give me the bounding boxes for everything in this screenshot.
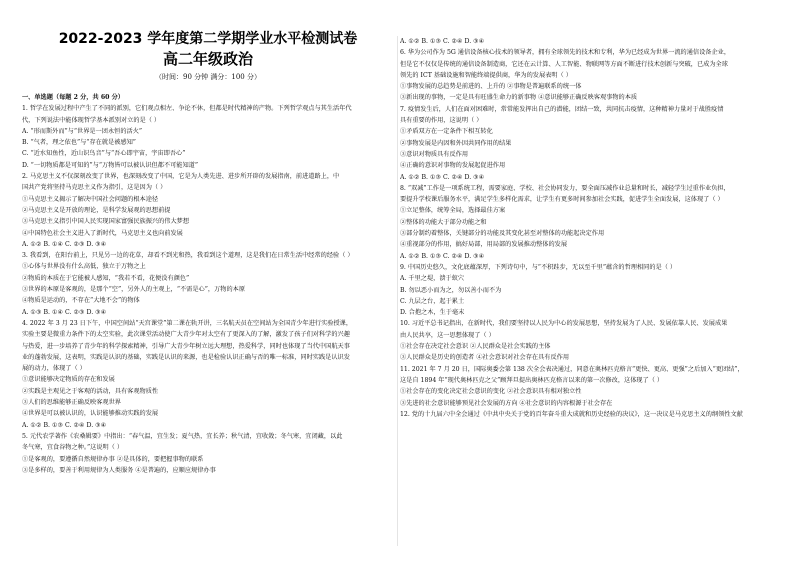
text-line: ③新出现的事物，一定是具有旺盛生命力的新事物 ④意识能够正确反映客观事物的本质 (400, 94, 638, 102)
text-line: ③部分制约着整体，关键部分的功能及其变化甚至对整体的功能起决定作用 (400, 230, 605, 238)
text-line: 4. 2022 年 3 月 23 日下午，中国空间站“天宫课堂”第二课在轨开讲，三名航天员在空间站为全国青少年进行实验授课， (22, 319, 353, 327)
text-line: A. ①② B. ①③ C. ②④ D. ③④ (400, 252, 485, 260)
text-line: 代，下列说法中能体现哲学基本派别对立的是（ ） (22, 116, 161, 124)
text-line: 9. 中国历史悠久，文化底蕴深厚，下列诗句中，与“不积跬步，无以至千里”蕴含的哲理相同的是（ ） (400, 263, 677, 271)
text-line: 11. 2021 年 7 月 20 日，国际奥委会第 138 次全会表决通过，同意在奥林匹克格言“更快、更高、更强”之后加入“更团结”， (400, 365, 744, 373)
text-line: C. 九层之台，起于累土 (400, 297, 465, 305)
text-line: ②事物发展是内因和外因共同作用的结果 (400, 139, 512, 147)
left-column-lines (22, 92, 394, 476)
text-line: A. 千里之堤，溃于蚁穴 (400, 275, 465, 283)
text-line: B. “气者，理之依也”与“存在就是被感知” (22, 139, 136, 147)
text-line: 12. 党的十九届六中全会通过《中共中央关于党的百年奋斗重大成就和历史经验的决议》，这一决议是马克思主义的纲领性文献 (400, 410, 743, 418)
text-line: 10. 习近平总书记指出，在新时代，我们要坚持以人民为中心的发展思想，坚持发展为了人民、发展依靠人民、发展成果 (400, 320, 728, 328)
text-line: 但是它不仅仅是传统的通信设备制造商，它还在云计算、人工智能、物联网等方面不断进行技术创新与突破，已成为全球 (400, 60, 728, 68)
text-line: ②实践是主观见之于客观的活动，具有客观物质性 (22, 387, 159, 395)
text-line: ④重视部分的作用，搞好局部，用局部的发展推动整体的发展 (400, 241, 568, 249)
text-line: 要提升学校课后服务水平，满足学生多样化需求，让学生有更多时间参加社会实践，促进学生全面发展，这体现了（ ） (400, 196, 724, 204)
text-line: ①马克思主义揭示了解决中国社会问题的根本途径 (22, 195, 159, 203)
text-line: 具有重要的作用，这说明（ ） (400, 117, 483, 125)
text-line: ④正确的意识对事物的发展起促进作用 (400, 162, 506, 170)
text-line: ①事物发展的总趋势是前进的、上升的 ②事物是普遍联系的统一体 (400, 83, 582, 91)
text-line: ③是多样的，要善于利用规律为人类服务 ④是普遍的，应顺应规律办事 (22, 466, 216, 474)
text-line: 2. 马克思主义不仅深刻改变了世界，也深刻改变了中国，它是为人类先进、进步所开辟的发展指南，前进道路上，中 (22, 173, 340, 181)
text-line: D. 合抱之木，生于毫末 (400, 309, 465, 317)
text-line: 由人民共享，这一思想体现了（ ） (400, 331, 495, 339)
text-line: C. “近水知鱼性，近山识鸟音”与“吾心即宇宙，宇宙即吾心” (22, 150, 186, 158)
text-line: A. ①② B. ①④ C. ②③ D. ③④ (22, 240, 107, 248)
text-line: ③人们的思维能够正确反映客观世界 (22, 399, 121, 407)
text-line: ③人民群众是历史的创造者 ④社会意识对社会存在具有反作用 (400, 354, 570, 362)
text-line: ③马克思主义指引中国人民实现国家富强民族振兴的伟大梦想 (22, 218, 190, 226)
text-line: ②马克思主义是开放的理论，是科学发展观的思想前提 (22, 206, 171, 214)
exam-subtitle: 高二年级政治 (162, 50, 253, 68)
text-line: ③世界的本原是客观的，是那个“空”，另外人的主观上，“不需是心”，万物的本原 (22, 286, 246, 294)
text-line: 展的动力，体现了（ ） (22, 365, 86, 373)
text-line: 业的蓬勃发展，这表明，实践是认识的基础，实践是认识的来源，也是检验认识正确与否的唯一标准，同时实践是认识发 (22, 353, 350, 361)
text-line: A. ①③ B. ①④ C. ②③ D. ③④ (22, 308, 107, 316)
text-line: 与热爱，进一步培养了青少年的科学探索精神，引导广大青少年树立远大理想，热爱科学，同时也体现了当代中国航天事 (22, 342, 350, 350)
text-line: 这是自 1894 年“现代奥林匹克之父”顾拜旦提出奥林匹克格言以来的第一次修改，这体现了（ ） (400, 376, 664, 384)
text-line: ④物质是运动的，不存在“大地不会”的物体 (22, 297, 140, 305)
text-line: 8. “双减”工作是一项系统工程，需要家庭、学校、社会协同发力，要全面压减作业总量和时长，减轻学生过重作业负担， (400, 184, 730, 192)
text-line: 5. 元代农学著作《农桑辑要》中指出：“春气温，宜生发；夏气热，宜长养；秋气清，宜收敛；冬气寒，宜闭藏，以此 (22, 432, 343, 440)
text-line: B. 勿以恶小而为之，勿以善小而不为 (400, 286, 502, 294)
text-line: ④世界是可以被认识的，认识能够推动实践的发展 (22, 410, 159, 418)
text-line: ①意识能够决定物质的存在和发展 (22, 376, 115, 384)
text-line: ①立足整体，统筹全局，选择最佳方案 (400, 207, 506, 215)
text-line: ①矛盾双方在一定条件下相互转化 (400, 128, 493, 136)
column-divider (397, 36, 398, 546)
text-line: A. ①② B. ①③ C. ②④ D. ③④ (400, 38, 485, 45)
text-line: 7. 疫情发生后，人们在面对困难时，常常能发挥出自己的潜能，团结一致，共同抗击疫情，这种精神力量对于战胜疫情 (400, 105, 724, 113)
text-line: ③意识对物质具有反作用 (400, 150, 469, 158)
text-line: ①心体与世界没有什么高低，独立于万物之上 (22, 263, 146, 271)
exam-meta: （时间：90 分钟 满分：100 分） (155, 73, 261, 81)
text-line: ②整体的功能大于部分功能之和 (400, 218, 487, 226)
text-line: 实验主要是微重力条件下的太空实验，此次课堂活动使广大青少年对太空有了更深入的了解，激发了孩子们对科学的兴趣 (22, 331, 350, 339)
text-line: 3. 我看到，在阳台前上，只见另一边的花草，却看不到光和热，我看到这个道理，这是我们在日常生活中经常的经验（ ） (22, 252, 354, 260)
text-line: ①社会存在的变化决定社会意识的变化 ②社会意识具有相对独立性 (400, 388, 582, 396)
text-line: 国共产党将坚持马克思主义作为指引，这是因为（ ） (22, 184, 167, 192)
text-line: ③先进的社会意识能够预见社会发展的方向 ④社会意识的内容根源于社会存在 (400, 399, 613, 407)
text-line: 领先的 ICT 基础设施和智能终端提供商，华为的发展表明（ ） (400, 71, 572, 79)
text-line: ①是客观的，要遵循自然规律办事 ②是具体的，要把握事物的联系 (22, 455, 204, 463)
text-line: 冬气寒，宜食谷物之种。”这说明（ ） (22, 444, 124, 452)
text-line: 6. 华为公司作为 5G 通信设备核心技术的领导者，拥有全球领先的技术和专利，华为已经成为世界一流的通信设备企业， (400, 49, 731, 57)
right-column-lines (400, 36, 772, 420)
text-line: A. “形而斯外而”与“世界是一团永恒的活火” (22, 127, 143, 135)
exam-title: 2022-2023 学年度第二学期学业水平检测试卷 (58, 31, 358, 47)
text-line: ④中国特色社会主义进入了新时代，马克思主义也向前发展 (22, 229, 183, 237)
text-line: 1. 哲学在发展过程中产生了不同的派别，它们观点相左、争论不休，但都是时代精神的产物。下列哲学观点与其生活年代 (22, 105, 352, 113)
text-line: D. “一切物质都是可知的”与“万物皆可以被认识但都不可能知道” (22, 161, 199, 169)
text-line: 一、单选题（每题 2 分，共 60 分） (22, 94, 124, 101)
text-line: A. ①② B. ①③ C. ②④ D. ③④ (22, 421, 107, 429)
text-line: A. ①② B. ①③ C. ②④ D. ③④ (400, 173, 485, 181)
text-line: ②物质的本质在于它能被人感知，“我若不看，花便没有颜色” (22, 274, 190, 282)
text-line: ①社会存在决定社会意识 ②人民群众是社会实践的主体 (400, 343, 551, 351)
